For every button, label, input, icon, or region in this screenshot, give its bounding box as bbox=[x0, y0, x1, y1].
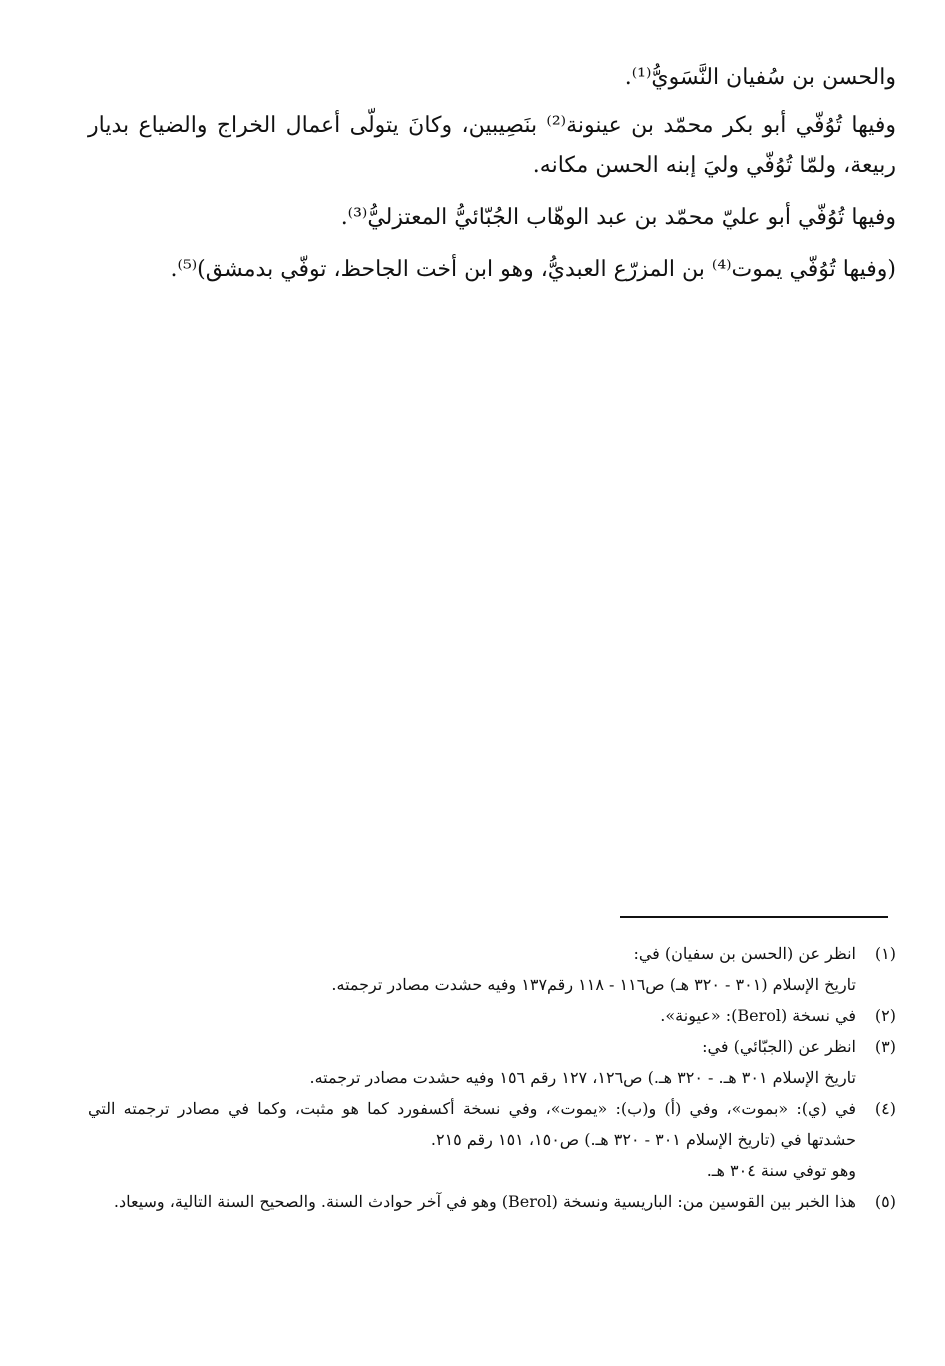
paragraph-3: وفيها تُوُفّي أبو عليّ محمّد بن عبد الوهّاب الجُبّائيُّ المعتزليُّ⁽³⁾. bbox=[340, 205, 896, 230]
footnote-number: (١) bbox=[874, 944, 896, 963]
paragraph-1: والحسن بن سُفيان النَّسَويُّ⁽¹⁾. bbox=[624, 65, 896, 90]
footnote-text bbox=[88, 1093, 856, 1186]
footnote-line: انظر عن (الحسن بن سفيان) في: bbox=[633, 944, 856, 963]
footnote-4 bbox=[88, 1093, 896, 1186]
footnote-line: تاريخ الإسلام (٣٠١ - ٣٢٠ هـ) ص١١٦ - ١١٨ رقم١٣٧ وفيه حشدت مصادر ترجمته. bbox=[331, 975, 856, 994]
footnote-line: وهو توفي سنة ٣٠٤ هـ. bbox=[706, 1161, 856, 1180]
footnote-line: انظر عن (الجبّائي) في: bbox=[702, 1037, 856, 1056]
footnote-2 bbox=[88, 1000, 896, 1031]
footnote-number: (٤) bbox=[874, 1099, 896, 1118]
footnote-line: هذا الخبر بين القوسين من: الباريسية ونسخة (Berol) وهو في آخر حوادث السنة. والصحيح السنة التالية، وسيعاد. bbox=[113, 1192, 856, 1211]
footnote-3 bbox=[88, 1031, 896, 1093]
main-text bbox=[88, 58, 896, 302]
footnote-text bbox=[88, 1000, 856, 1031]
footnote-number: (٢) bbox=[874, 1006, 896, 1025]
footnote-line: في (ي): «بموت»، وفي (أ) و(ب): «يموت»، وفي نسخة أكسفورد كما هو مثبت، وكما في مصادر ترجمته التي حشدتها في (تاريخ الإسلام ٣٠١ - ٣٢٠ هـ.) ص١٥٠، ١٥١ رقم ٢١٥. bbox=[88, 1099, 856, 1149]
footnote-divider bbox=[620, 916, 888, 918]
paragraph-2: وفيها تُوُفّي أبو بكر محمّد بن عينونة⁽²⁾ بنَصِيبين، وكانَ يتولّى أعمال الخراج والضياع بديار ربيعة، ولمّا تُوُفّي وليَ إبنه الحسن مكانه. bbox=[88, 113, 896, 178]
footnote-text bbox=[88, 1031, 856, 1093]
footnote-line: تاريخ الإسلام ٣٠١ هـ. - ٣٢٠ هـ.) ص١٢٦، ١٢٧ رقم ١٥٦ وفيه حشدت مصادر ترجمته. bbox=[309, 1068, 856, 1087]
footnote-5 bbox=[88, 1186, 896, 1217]
footnote-1 bbox=[88, 938, 896, 1000]
footnote-line: في نسخة (Berol): «عيونة». bbox=[660, 1006, 856, 1025]
footnote-text bbox=[88, 1186, 856, 1217]
paragraph-4: (وفيها تُوُفّي يموت⁽⁴⁾ بن المزرّع العبديُّ، وهو ابن أخت الجاحظ، توفّي بدمشق)⁽⁵⁾. bbox=[170, 257, 896, 282]
footnote-number: (٥) bbox=[874, 1192, 896, 1211]
footnotes bbox=[88, 938, 896, 1217]
footnote-number: (٣) bbox=[874, 1037, 896, 1056]
footnote-text bbox=[88, 938, 856, 1000]
